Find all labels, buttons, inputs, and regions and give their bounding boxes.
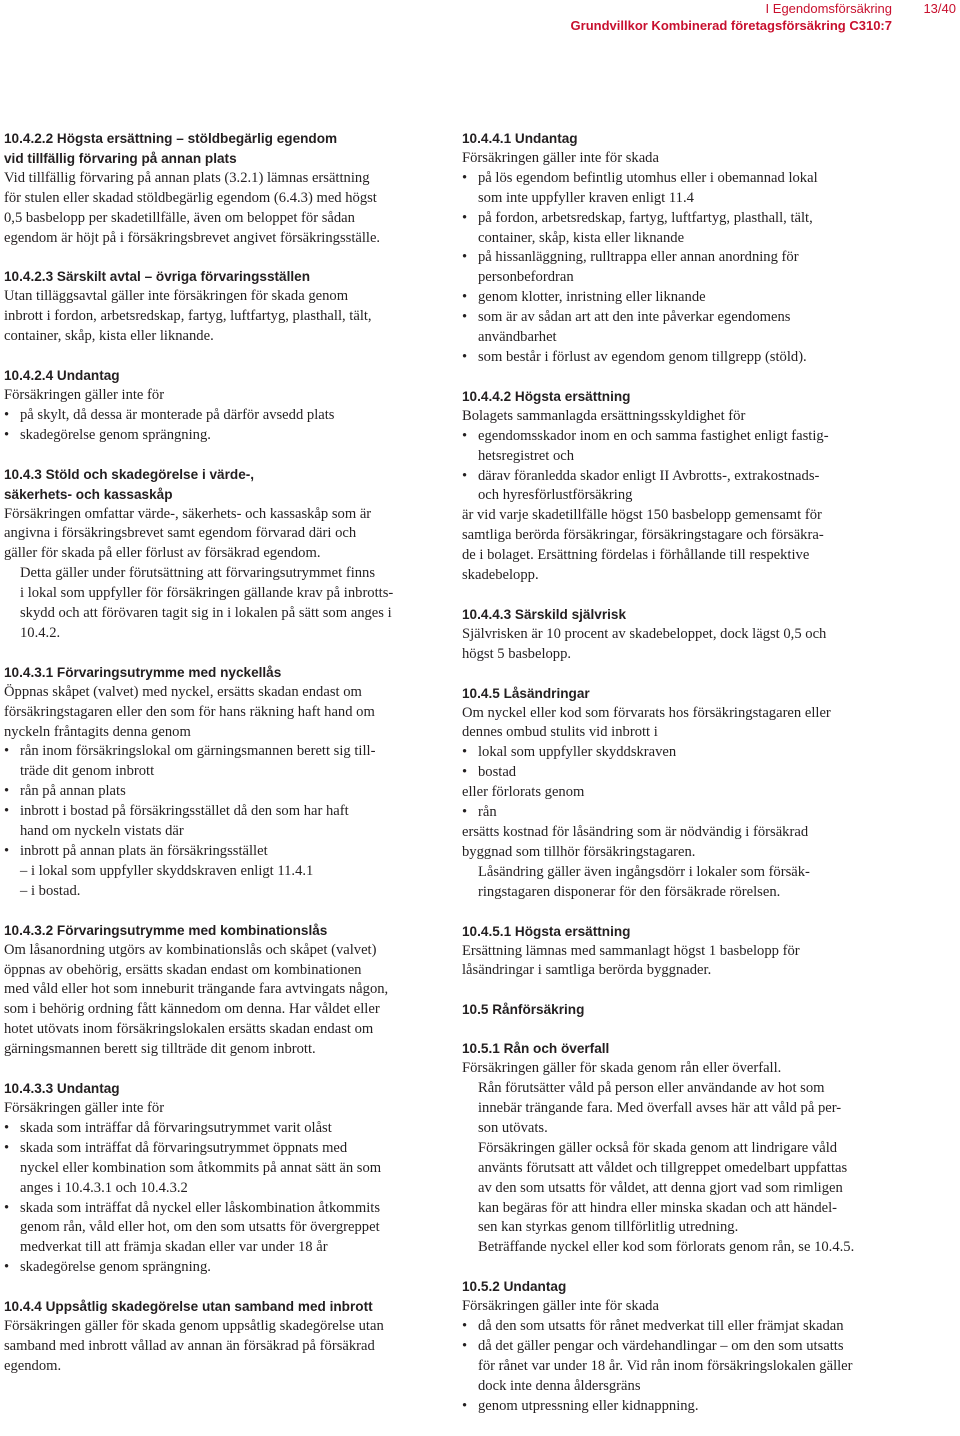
list-item-line: för rånet var under 18 år. Vid rån inom försäkringslokalen gäller [478, 1357, 853, 1374]
text-line: med våld eller hot som inneburit trängande fara avtvingats någon, [4, 981, 389, 998]
paragraph [4, 1317, 444, 1377]
bullet-list [462, 427, 900, 507]
section-heading: säkerhets- och kassaskåp [4, 486, 173, 502]
section-heading: 10.4.4 Uppsåtlig skadegörelse utan samband med inbrott [4, 1299, 373, 1315]
list-item [462, 763, 900, 783]
bullet-icon: • [462, 169, 468, 186]
text-line: gäller för skada på eller förlust av försäkrad egendom. [4, 545, 321, 562]
bullet-icon: • [462, 744, 468, 761]
section-heading: 10.4.4.3 Särskild självrisk [462, 606, 627, 622]
list-item [462, 803, 900, 823]
bullet-icon: • [462, 764, 468, 781]
text-line: egendom. [4, 1357, 62, 1374]
section-10-5-1 [462, 1039, 900, 1258]
list-item [4, 742, 444, 782]
section-10-4-4-1 [462, 129, 900, 368]
text-line: samband med inbrott vållad av annan än försäkrad på försäkrad [4, 1337, 375, 1354]
section-heading: 10.4.4.1 Undantag [462, 131, 578, 146]
section-heading: 10.4.2.3 Särskilt avtal – övriga förvaringsställen [4, 269, 311, 285]
text-line: Om låsanordning utgörs av kombinationslås och skåpet (valvet) [4, 941, 377, 958]
bullet-icon: • [462, 348, 468, 365]
text-line: Försäkringen gäller för skada genom uppsåtlig skadegörelse utan [4, 1318, 384, 1335]
paragraph [462, 1079, 900, 1139]
list-item-line: skada som inträffar då förvaringsutrymmet varit olåst [20, 1119, 332, 1136]
paragraph [4, 287, 444, 347]
bullet-icon: • [4, 743, 10, 760]
bullet-icon: • [4, 843, 10, 859]
paragraph [462, 1059, 900, 1079]
list-item [4, 1199, 444, 1259]
paragraph: Försäkringen gäller inte för [4, 1099, 165, 1116]
text-line: Försäkringen gäller för skada genom rån eller överfall. [462, 1060, 782, 1077]
section-heading: 10.4.4.2 Högsta ersättning [462, 388, 631, 404]
text-line: dennes ombud stulits vid inbrott i [462, 724, 658, 741]
bullet-icon: • [462, 1337, 468, 1354]
list-item-line: skada som inträffat då nyckel eller låskombination åtkommits [20, 1199, 381, 1216]
list-item-line: nyckel eller kombination som åtkommits på annat sätt än som [20, 1159, 382, 1176]
text-line: Självrisken är 10 procent av skadebeloppet, dock lägst 0,5 och [462, 625, 827, 642]
paragraph [4, 564, 444, 644]
list-item-line: hand om nyckeln vistats där [20, 823, 184, 840]
text-line: egendom är höjt på i försäkringsbrevet angivet försäkringsställe. [4, 229, 381, 246]
list-item [462, 209, 900, 249]
bullet-list [462, 1317, 900, 1417]
text-line: Låsändring gäller även ingångsdörr i lokaler som försäk- [478, 863, 810, 880]
text-line: Utan tilläggsavtal gäller inte försäkringen för skada genom [4, 288, 349, 305]
document-title-line1: I Egendomsförsäkring [765, 1, 892, 16]
list-item [462, 467, 900, 507]
list-item-line: inbrott i bostad på försäkringsstället då den som har haft [20, 803, 349, 820]
paragraph [462, 1238, 900, 1258]
section-10-5 [462, 1000, 900, 1020]
right-column [462, 129, 900, 1436]
bullet-icon: • [4, 803, 10, 820]
section-10-4-4 [4, 1297, 444, 1377]
list-item-line: därav föranledda skador enligt II Avbrotts-, extrakostnads- [478, 467, 820, 484]
paragraph: Försäkringen gäller inte för skada [462, 149, 659, 166]
document-title [571, 0, 892, 34]
list-item-line: skadegörelse genom sprängning. [20, 426, 211, 443]
bullet-icon: • [462, 309, 468, 326]
section-heading: 10.4.3 Stöld och skadegörelse i värde-, [4, 466, 255, 482]
bullet-icon: • [4, 1119, 10, 1136]
text-line: försäkringstagaren eller den som för hans räkning haft hand om [4, 703, 375, 720]
bullet-list [4, 406, 444, 446]
list-item-line: som är av sådan art att den inte påverkar egendomens [478, 309, 791, 326]
paragraph [462, 1139, 900, 1239]
text-line: högst 5 basbelopp. [462, 645, 572, 662]
text-line: för stulen eller skadad stöldbegärlig egendom (6.4.3) med högst [4, 189, 377, 206]
text-line: Beträffande nyckel eller kod som förlorats genom rån, se 10.4.5. [478, 1239, 855, 1256]
list-item-line: skada som inträffat då förvaringsutrymmet öppnats med [20, 1139, 348, 1156]
bullet-icon: • [4, 783, 10, 800]
bullet-icon: • [462, 804, 468, 821]
bullet-icon: • [462, 249, 468, 266]
list-item [462, 743, 900, 763]
text-line: nyckeln fråntagits denna genom [4, 723, 191, 740]
list-item-line: genom klotter, inristning eller liknande [478, 289, 706, 306]
text-line: Öppnas skåpet (valvet) med nyckel, ersätts skadan endast om [4, 683, 362, 700]
section-heading: 10.4.2.4 Undantag [4, 368, 120, 384]
left-column [4, 129, 444, 1396]
list-item [462, 427, 900, 467]
list-item [4, 1139, 444, 1199]
list-item [4, 406, 444, 426]
section-heading: 10.4.5 Låsändringar [462, 685, 590, 701]
paragraph [462, 506, 900, 586]
list-item-line: container, skåp, kista eller liknande [478, 229, 685, 246]
text-line: – i lokal som uppfyller skyddskraven enligt 11.4.1 [20, 862, 314, 879]
text-line: kan begäras för att hindra eller minska skadan och att händel- [478, 1199, 838, 1216]
section-10-4-5-1 [462, 922, 900, 982]
bullet-icon: • [4, 406, 10, 423]
section-10-4-3-3 [4, 1079, 444, 1278]
list-item [462, 1337, 900, 1397]
text-line: innebär trängande fara. Med överfall avses här att våld på per- [478, 1099, 842, 1116]
text-line: 0,5 basbelopp per skadetillfälle, även om beloppet för sådan [4, 209, 355, 226]
text-line: angivna i försäkringsbrevet samt egendom förvarad däri och [4, 525, 357, 542]
list-item [4, 802, 444, 842]
section-10-4-4-2 [462, 387, 900, 586]
list-item [4, 426, 444, 446]
text-line: son utövats. [478, 1119, 548, 1136]
text-line: de i bolaget. Ersättning fördelas i förhållande till respektive [462, 547, 810, 564]
section-10-4-2-2 [4, 129, 444, 248]
paragraph: Försäkringen gäller inte för [4, 386, 165, 403]
text-line: skadebelopp. [462, 567, 539, 584]
section-heading: 10.5.1 Rån och överfall [462, 1041, 610, 1057]
text-line: av den som utsatts för våldet, att denna gjort vad som rimligen [478, 1179, 843, 1196]
bullet-icon: • [4, 1139, 10, 1156]
list-item-line: då det gäller pengar och värdehandlingar – om den som utsatts [478, 1337, 844, 1354]
section-heading: 10.5 Rånförsäkring [462, 1002, 585, 1018]
section-10-4-3-1 [4, 663, 444, 902]
section-10-4-5 [462, 684, 900, 903]
list-item [462, 288, 900, 308]
paragraph [4, 941, 444, 1060]
paragraph: Bolagets sammanlagda ersättningsskyldighet för [462, 407, 746, 424]
text-line: Detta gäller under förutsättning att förvaringsutrymmet finns [20, 565, 376, 582]
list-item-line: egendomsskador inom en och samma fastighet enligt fastig- [478, 427, 829, 444]
dash-list [4, 862, 444, 902]
text-line: ersätts kostnad för låsändring som är nödvändig i försäkrad [462, 824, 809, 840]
list-item-line: användbarhet [478, 329, 557, 346]
section-10-4-3 [4, 465, 444, 644]
list-item-line: rån inom försäkringslokal om gärningsmannen berett sig till- [20, 743, 376, 760]
paragraph: Försäkringen gäller inte för skada [462, 1298, 659, 1315]
text-line: Ersättning lämnas med sammanlagt högst 1 basbelopp för [462, 942, 800, 959]
section-10-4-2-3 [4, 267, 444, 347]
bullet-icon: • [462, 467, 468, 484]
bullet-icon: • [4, 426, 10, 443]
page-number: 13/40 [923, 1, 956, 16]
list-item-line: skadegörelse genom sprängning. [20, 1259, 211, 1276]
bullet-list [4, 1119, 444, 1278]
paragraph [4, 683, 444, 743]
bullet-icon: • [4, 1259, 10, 1276]
list-item-line: på fordon, arbetsredskap, fartyg, luftfartyg, plasthall, tält, [478, 209, 813, 226]
text-line: gärningsmannen berett sig tillträde dit genom inbrott. [4, 1041, 316, 1058]
list-item [462, 248, 900, 288]
text-line: låsändringar i samtliga berörda byggnader. [462, 962, 712, 979]
text-line: Vid tillfällig förvaring på annan plats (3.2.1) lämnas ersättning [4, 169, 370, 186]
paragraph [4, 169, 444, 249]
text-line: byggnad som tillhör försäkringstagaren. [462, 843, 696, 860]
section-10-4-2-4 [4, 366, 444, 446]
list-item-line: dock inte denna åldersgräns [478, 1377, 641, 1394]
text-line: Försäkringen gäller också för skada genom att lindrigare våld [478, 1139, 838, 1156]
paragraph [462, 942, 900, 982]
text-line: som i behörig ordning fått kännedom om denna. Har våldet eller [4, 1001, 380, 1018]
list-item-line: genom rån, våld eller hot, om den som utsatts för övergreppet [20, 1219, 380, 1236]
text-line: samtliga berörda försäkringar, försäkringstagare och försäkra- [462, 527, 824, 544]
list-item [462, 1317, 900, 1337]
text-line: är vid varje skadetillfälle högst 150 basbelopp gemensamt för [462, 507, 822, 524]
list-item-line: rån på annan plats [20, 783, 126, 800]
list-item-line: på hissanläggning, rulltrappa eller annan anordning för [478, 249, 799, 266]
list-item [462, 348, 900, 368]
list-item [4, 782, 444, 802]
list-item-line: som inte uppfyller kraven enligt 11.4 [478, 189, 694, 206]
list-item-line: medverkat till att främja skadan eller var under 18 år [20, 1239, 328, 1256]
list-item [462, 169, 900, 209]
bullet-icon: • [462, 1397, 468, 1414]
paragraph: eller förlorats genom [462, 784, 585, 801]
bullet-icon: • [4, 1199, 10, 1216]
bullet-list [4, 742, 444, 861]
paragraph [462, 625, 900, 665]
text-line: hotet utövats inom försäkringslokalen ersätts skadan endast om [4, 1021, 374, 1038]
section-10-4-3-2 [4, 921, 444, 1060]
list-item [4, 1119, 444, 1139]
section-heading: 10.4.5.1 Högsta ersättning [462, 923, 631, 939]
list-item-line: inbrott på annan plats än försäkringsstället [20, 843, 268, 859]
text-line: skydd och att förövaren tagit sig in i lokalen på sätt som anges i [20, 605, 392, 622]
list-item-line: då den som utsatts för rånet medverkat till eller främjat skadan [478, 1318, 844, 1335]
text-line: sen kan styrkas genom tillförlitlig utredning. [478, 1219, 739, 1236]
list-item-line: anges i 10.4.3.1 och 10.4.3.2 [20, 1179, 188, 1196]
paragraph [4, 505, 444, 565]
list-item-line: och hyresförlustförsäkring [478, 487, 633, 504]
list-item-line: hetsregistret och [478, 447, 575, 464]
bullet-list [462, 803, 900, 823]
text-line: Rån förutsätter våld på person eller användande av hot som [478, 1080, 825, 1097]
list-item-line: på skylt, då dessa är monterade på därför avsedd plats [20, 406, 335, 423]
paragraph [462, 823, 900, 863]
bullet-list [462, 169, 900, 368]
list-item-line: lokal som uppfyller skyddskraven [478, 744, 677, 761]
list-item-line: personbefordran [478, 269, 574, 286]
section-heading: 10.4.3.2 Förvaringsutrymme med kombinationslås [4, 922, 328, 938]
section-10-5-2 [462, 1277, 900, 1416]
list-item [4, 842, 444, 862]
section-heading: 10.4.3.1 Förvaringsutrymme med nyckellås [4, 664, 282, 680]
section-heading: 10.4.3.3 Undantag [4, 1081, 120, 1097]
list-item-line: på lös egendom befintlig utomhus eller i obemannad lokal [478, 169, 818, 186]
list-item-line: som består i förlust av egendom genom tillgrepp (stöld). [478, 348, 807, 365]
document-title-line2: Grundvillkor Kombinerad företagsförsäkring C310:7 [570, 18, 892, 33]
list-item-line: bostad [478, 764, 517, 781]
list-item-line: rån [478, 804, 497, 821]
list-item [462, 1397, 900, 1417]
bullet-icon: • [462, 427, 468, 444]
text-line: Om nyckel eller kod som förvarats hos försäkringstagaren eller [462, 704, 831, 721]
text-line: – i bostad. [20, 882, 81, 899]
section-heading: 10.5.2 Undantag [462, 1279, 567, 1295]
bullet-icon: • [462, 209, 468, 226]
section-heading: 10.4.2.2 Högsta ersättning – stöldbegärlig egendom [4, 131, 338, 146]
text-line: Försäkringen omfattar värde-, säkerhets- och kassaskåp som är [4, 505, 372, 522]
list-item-line: träde dit genom inbrott [20, 763, 155, 780]
bullet-icon: • [462, 1318, 468, 1335]
text-line: 10.4.2. [20, 624, 61, 641]
section-10-4-4-3 [462, 605, 900, 665]
text-line: i lokal som uppfyller för försäkringen gällande krav på inbrotts- [20, 585, 394, 602]
text-line: öppnas av obehörig, ersätts skadan endast om kombinationen [4, 961, 362, 978]
list-item [4, 1258, 444, 1278]
text-line: använts förutsatt att våldet och tillgreppet omedelbart uppfattas [478, 1159, 848, 1176]
text-line: inbrott i fordon, arbetsredskap, fartyg, luftfartyg, plasthall, tält, [4, 308, 372, 325]
bullet-list [462, 743, 900, 783]
paragraph [462, 704, 900, 744]
paragraph [462, 863, 900, 903]
page-header [0, 0, 960, 40]
bullet-icon: • [462, 289, 468, 306]
text-line: ringstagaren disponerar för den försäkrade rörelsen. [478, 883, 781, 900]
list-item [462, 308, 900, 348]
text-line: container, skåp, kista eller liknande. [4, 328, 214, 345]
list-item-line: genom utpressning eller kidnappning. [478, 1397, 699, 1414]
section-heading: vid tillfällig förvaring på annan plats [4, 150, 237, 166]
